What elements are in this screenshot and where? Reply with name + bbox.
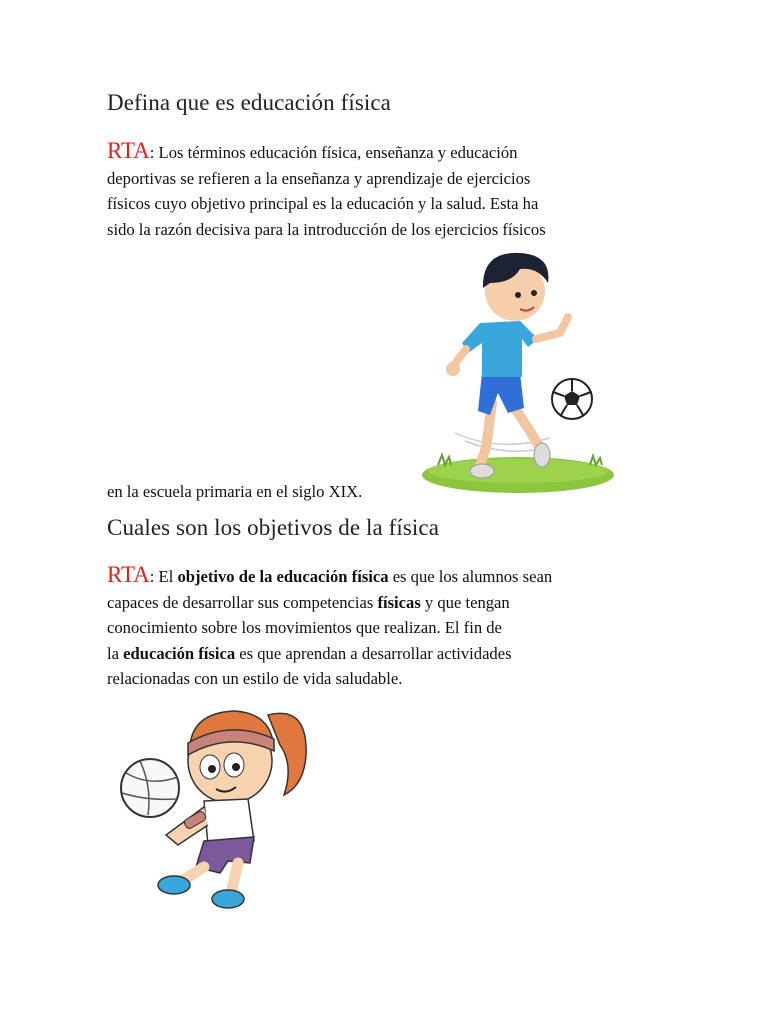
text-run: conocimiento sobre los movimientos que realizan. El fin de (107, 618, 502, 637)
rta-colon: : (149, 143, 155, 162)
boy-soccer-illustration (420, 243, 620, 498)
rta-colon: : (149, 567, 155, 586)
blue-shirt (462, 321, 538, 377)
rta-label: RTA (107, 562, 150, 587)
answer-line: Los términos educación física, enseñanza y educación (154, 143, 518, 162)
heading-define-pe: Defina que es educación física (107, 90, 391, 115)
bold-run: objetivo de la educación física (177, 567, 389, 586)
text-run: la (107, 643, 124, 663)
answer-closing-line: en la escuela primaria en el siglo XIX. (107, 482, 363, 501)
text-run: es que aprendan a desarrollar actividades (235, 643, 512, 663)
bold-run: educación física (123, 643, 236, 663)
bold-run: físicas (377, 592, 421, 612)
heading-objectives: Cuales son los objetivos de la física (107, 515, 440, 540)
answer-line: deportivas se refieren a la enseñanza y aprendizaje de ejercicios (107, 168, 531, 188)
volleyball-icon (121, 759, 179, 817)
text-run: capaces de desarrollar sus competencias (107, 592, 378, 612)
text-run: relacionadas con un estilo de vida saludable. (107, 669, 403, 688)
soccer-ball-icon (552, 379, 592, 419)
girl-ponytail (268, 713, 306, 795)
text-run: y que tengan (420, 592, 510, 612)
text-run: es que los alumnos sean (388, 567, 553, 586)
grass-ground (422, 455, 614, 493)
blue-shorts (478, 373, 524, 415)
answer-line: físicos cuyo objetivo principal es la educación y la salud. Esta ha (107, 194, 539, 213)
girl-volleyball-illustration (108, 695, 323, 915)
text-run: El (154, 567, 178, 586)
answer-paragraph-2 (107, 562, 552, 692)
rta-label: RTA (107, 138, 150, 163)
answer-paragraph-1 (107, 138, 546, 242)
answer-line: sido la razón decisiva para la introducción de los ejercicios físicos (107, 219, 546, 239)
